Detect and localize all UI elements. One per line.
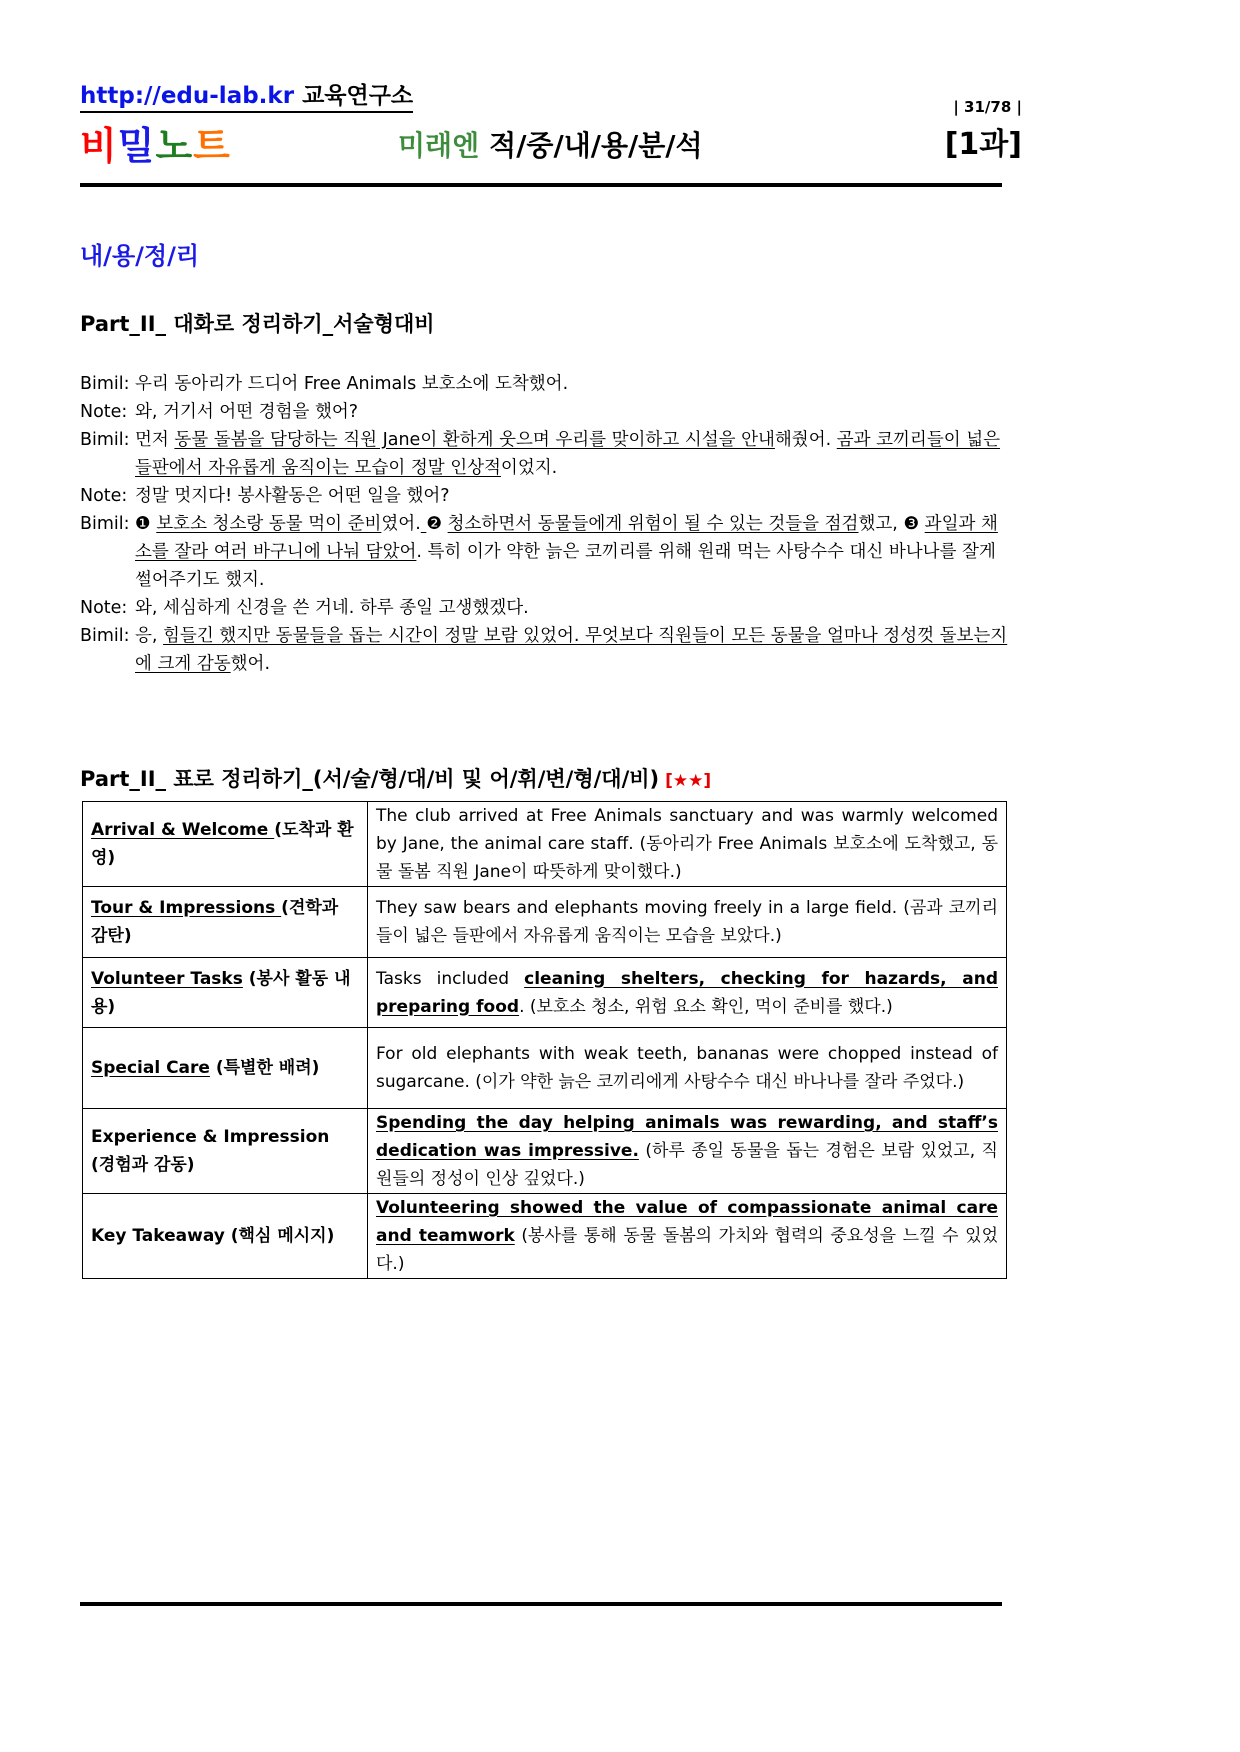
summary-text: For old elephants with weak teeth, bananas were chopped instead of sugarcane. (이가 약한 늙은 코끼리에게 사탕수수 대신 바나나를 잘라 주었다.)	[376, 1044, 998, 1092]
utterance	[135, 426, 1010, 482]
part2-heading-text: Part_II_ 표로 정리하기_(서/술/형/대/비 및 어/휘/변/형/대/비)	[80, 767, 660, 791]
dialog-line	[80, 370, 1010, 398]
utterance-text: 와, 거기서 어떤 경험을 했어?	[135, 402, 359, 422]
row-topic-cell	[83, 802, 368, 887]
table-row	[83, 887, 1007, 958]
title-text: 적/중/내/용/분/석	[489, 129, 703, 162]
row-topic-cell	[83, 1194, 368, 1279]
utterance-text: ❸	[903, 514, 925, 534]
part2-heading	[80, 763, 711, 793]
utterance-text: 정말 멋지다! 봉사활동은 어떤 일을 했어?	[135, 486, 450, 506]
summary-text: (하루 종일 동물을 돕는 경험은 보람 있었고, 직원들의 정성이 인상 깊었다.)	[376, 1141, 998, 1189]
utterance-text: 해줬어.	[774, 430, 837, 450]
footer-divider	[80, 1602, 1002, 1606]
utterance-text: 했어.	[230, 654, 271, 674]
utterance-text: 응,	[135, 626, 164, 646]
dialog-line	[80, 426, 1010, 482]
table-row	[83, 958, 1007, 1028]
brand-char-4: 트	[193, 124, 231, 168]
key-phrase-underlined: 보호소 청소랑 동물 먹이 준비	[156, 514, 382, 534]
summary-text: Tasks included	[376, 968, 525, 989]
topic-text: (특별한 배려)	[209, 1058, 320, 1078]
table-row	[83, 1109, 1007, 1194]
utterance-text: 와, 세심하게 신경을 쓴 거네. 하루 종일 고생했겠다.	[135, 598, 529, 618]
speaker-label: Note:	[80, 598, 128, 618]
row-topic-cell	[83, 1028, 368, 1109]
table-row	[83, 1194, 1007, 1279]
speaker-label: Bimil:	[80, 514, 130, 534]
page-number: | 31/78 |	[953, 98, 1022, 116]
topic-text: Arrival & Welcome	[91, 820, 275, 840]
speaker-label: Note:	[80, 486, 128, 506]
dialog-line	[80, 482, 1010, 510]
topic-text: (봉사 활동 내용)	[91, 968, 351, 1017]
site-url-link[interactable]: http://edu-lab.kr	[80, 83, 295, 109]
summary-table	[82, 801, 1007, 1279]
key-phrase-underlined: 동물 돌봄을 담당하는 직원 Jane이 환하게 웃으며 우리를 맞이하고 시설을 안내	[174, 430, 775, 450]
speaker-label: Note:	[80, 402, 128, 422]
brand-char-2: 밀	[117, 124, 156, 168]
utterance	[135, 370, 1010, 398]
key-phrase-underlined: 과일과 채소를 잘라 여러 바구니에 나눠 담았어	[135, 514, 998, 562]
key-phrase-underlined: 청소하면서 동물들에게 위험이 될 수 있는 것들을 점검	[447, 514, 859, 534]
utterance	[135, 482, 1010, 510]
speaker-label: Bimil:	[80, 626, 130, 646]
header-site-line	[80, 82, 413, 113]
topic-text: (견학과 감탄)	[91, 898, 339, 946]
row-topic-cell	[83, 887, 368, 958]
row-summary-cell	[368, 958, 1007, 1028]
institute-name: 교육연구소	[302, 83, 414, 109]
key-sentence: cleaning shelters, checking for hazards, and preparing food	[376, 968, 998, 1017]
dialog-line	[80, 622, 1010, 678]
row-topic-cell	[83, 1109, 368, 1194]
topic-text: Experience & Impression (경험과 감동)	[91, 1127, 330, 1175]
row-summary-cell	[368, 1028, 1007, 1109]
lesson-label: [1과]	[944, 127, 1022, 162]
topic-text: Volunteer Tasks	[91, 968, 243, 989]
publisher-name: 미래엔	[398, 129, 480, 162]
dialog-block	[80, 370, 1010, 678]
key-sentence: Spending the day helping animals was rewarding, and staff’s dedication was impressive.	[376, 1113, 998, 1161]
summary-text: (봉사를 통해 동물 돌봄의 가치와 협력의 중요성을 느낄 수 있었다.)	[376, 1226, 998, 1274]
utterance-text: ❶	[135, 514, 157, 534]
table-row	[83, 1028, 1007, 1109]
utterance	[135, 510, 1010, 594]
summary-text: . (보호소 청소, 위험 요소 확인, 먹이 준비를 했다.)	[519, 996, 893, 1017]
utterance-text: 먼저	[135, 430, 175, 450]
utterance-text: 였어.	[381, 514, 421, 534]
table-row	[83, 802, 1007, 887]
utterance-text: ❷	[426, 514, 448, 534]
topic-text: Tour & Impressions	[91, 898, 282, 918]
document-title	[398, 128, 703, 164]
utterance	[135, 594, 1010, 622]
brand-char-1: 비	[80, 124, 118, 168]
utterance-text: 이었지.	[500, 458, 558, 478]
section-title: 내/용/정/리	[80, 242, 200, 270]
dialog-line	[80, 398, 1010, 426]
row-summary-cell	[368, 887, 1007, 958]
row-summary-cell	[368, 1109, 1007, 1194]
topic-text: Key Takeaway (핵심 메시지)	[91, 1226, 335, 1246]
row-summary-cell	[368, 1194, 1007, 1279]
dialog-line	[80, 510, 1010, 594]
summary-text: The club arrived at Free Animals sanctuary and was warmly welcomed by Jane, the animal care staff. (동아리가 Free Animals 보호소에 도착했고, 동물 돌봄 직원 Jane이 따뜻하게 맞이했다.)	[376, 806, 998, 882]
utterance	[135, 622, 1010, 678]
header-divider	[80, 183, 1002, 187]
key-phrase-underlined: 힘들긴 했지만 동물들을 돕는 시간이 정말 보람 있었어. 무엇보다 직원들이 모든 동물을 얼마나 정성껏 돌보는지에 크게 감동	[135, 626, 1008, 674]
brand-char-3: 노	[155, 124, 194, 168]
part1-heading: Part_II_ 대화로 정리하기_서술형대비	[80, 312, 435, 336]
row-topic-cell	[83, 958, 368, 1028]
topic-text: (도착과 환영)	[91, 820, 354, 868]
key-sentence: Volunteering showed the value of compassionate animal care and teamwork	[376, 1198, 998, 1246]
utterance	[135, 398, 1010, 426]
speaker-label: Bimil:	[80, 374, 130, 394]
utterance-text: 우리 동아리가 드디어 Free Animals 보호소에 도착했어.	[135, 374, 569, 394]
utterance-text: . 특히 이가 약한 늙은 코끼리를 위해 원래 먹는 사탕수수 대신 바나나를 잘게 썰어주기도 했지.	[135, 542, 996, 590]
difficulty-stars: [★★]	[665, 771, 712, 791]
brand-logo	[80, 124, 231, 168]
speaker-label: Bimil:	[80, 430, 130, 450]
dialog-line	[80, 594, 1010, 622]
key-phrase-underlined: 곰과 코끼리들이 넓은 들판에서 자유롭게 움직이는 모습이 정말 인상적	[135, 430, 1001, 478]
topic-text: Special Care	[91, 1058, 210, 1078]
summary-text: They saw bears and elephants moving freely in a large field. (곰과 코끼리들이 넓은 들판에서 자유롭게 움직이는 모습을 보았다.)	[376, 898, 998, 946]
utterance-text: 했고,	[858, 514, 904, 534]
row-summary-cell	[368, 802, 1007, 887]
